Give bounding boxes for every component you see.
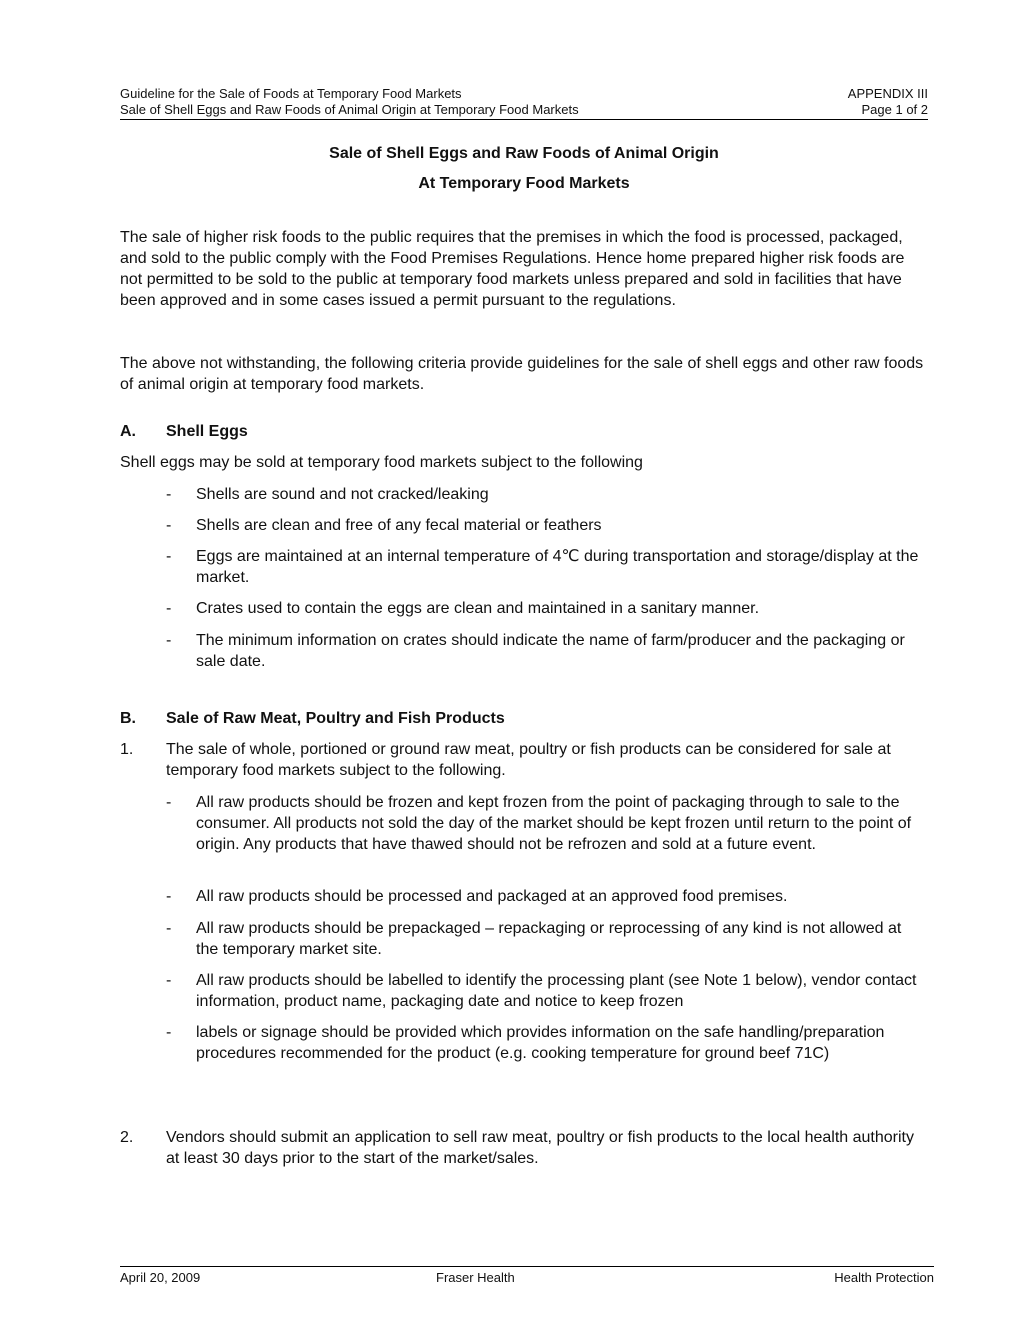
header-guideline-title: Guideline for the Sale of Foods at Temporary Food Markets [120, 86, 462, 101]
list-item-text: Shells are sound and not cracked/leaking [196, 486, 489, 503]
bullet-dash: - [166, 920, 172, 937]
footer-department: Health Protection [834, 1270, 934, 1285]
bullet-dash: - [166, 888, 172, 905]
footer-organization: Fraser Health [436, 1270, 515, 1285]
page-footer [120, 1266, 934, 1288]
header-document-subtitle: Sale of Shell Eggs and Raw Foods of Animal Origin at Temporary Food Markets [120, 102, 579, 117]
bullet-dash: - [166, 600, 172, 617]
bullet-dash: - [166, 632, 172, 649]
document-title-line-2: At Temporary Food Markets [418, 175, 630, 192]
section-b-title: Sale of Raw Meat, Poultry and Fish Products [166, 710, 505, 727]
list-item-text: The minimum information on crates should indicate the name of farm/producer and the packaging or sale date. [196, 632, 905, 670]
bullet-dash: - [166, 972, 172, 989]
item-number: 1. [120, 741, 134, 758]
list-item-text: All raw products should be processed and packaged at an approved food premises. [196, 888, 788, 905]
intro-paragraph-2: The above not withstanding, the following criteria provide guidelines for the sale of shell eggs and other raw foods of animal origin at temporary food markets. [120, 355, 924, 393]
bullet-dash: - [166, 1024, 172, 1041]
bullet-dash: - [166, 486, 172, 503]
footer-date: April 20, 2009 [120, 1270, 201, 1285]
header-page-number: Page 1 of 2 [861, 102, 928, 117]
header-appendix-label: APPENDIX III [847, 86, 928, 101]
section-a-lead: Shell eggs may be sold at temporary food markets subject to the following [120, 454, 643, 471]
item-number: 2. [120, 1129, 134, 1146]
list-item-text: All raw products should be frozen and kept frozen from the point of packaging through to sale to the consumer. All products not sold the day of the market should be kept frozen until return to the point of origin. Any products that have thawed should not be refrozen and sold at a future event. [196, 794, 912, 853]
list-item-text: Shells are clean and free of any fecal material or feathers [196, 517, 602, 534]
bullet-dash: - [166, 794, 172, 811]
document-title-line-1: Sale of Shell Eggs and Raw Foods of Animal Origin [329, 145, 719, 162]
list-item-text: Crates used to contain the eggs are clean and maintained in a sanitary manner. [196, 600, 760, 617]
section-b-letter: B. [120, 710, 136, 727]
item-text: Vendors should submit an application to sell raw meat, poultry or fish products to the local health authority at least 30 days prior to the start of the market/sales. [166, 1129, 914, 1167]
section-a-title: Shell Eggs [166, 423, 248, 440]
bullet-dash: - [166, 517, 172, 534]
bullet-dash: - [166, 548, 172, 565]
section-a-letter: A. [120, 423, 136, 440]
list-item-text: All raw products should be prepackaged – repackaging or reprocessing of any kind is not allowed at the temporary market site. [196, 920, 902, 958]
list-item-text: Eggs are maintained at an internal temperature of 4℃ during transportation and storage/display at the market. [196, 548, 919, 586]
running-header-line-1 [120, 86, 928, 102]
list-item-text: All raw products should be labelled to identify the processing plant (see Note 1 below), vendor contact information, product name, packaging date and notice to keep frozen [196, 972, 917, 1010]
item-text: The sale of whole, portioned or ground raw meat, poultry or fish products can be considered for sale at temporary food markets subject to the following. [166, 741, 891, 779]
running-header-line-2 [120, 102, 928, 120]
intro-paragraph-1: The sale of higher risk foods to the public requires that the premises in which the food is processed, packaged, and sold to the public comply with the Food Premises Regulations. Hence home prepared higher risk foods are not permitted to be sold to the public at temporary food markets unless prepared and sold in facilities that have been approved and in some cases issued a permit pursuant to the regulations. [120, 229, 905, 309]
list-item-text: labels or signage should be provided which provides information on the safe handling/preparation procedures recommended for the product (e.g. cooking temperature for ground beef 71C) [196, 1024, 885, 1062]
